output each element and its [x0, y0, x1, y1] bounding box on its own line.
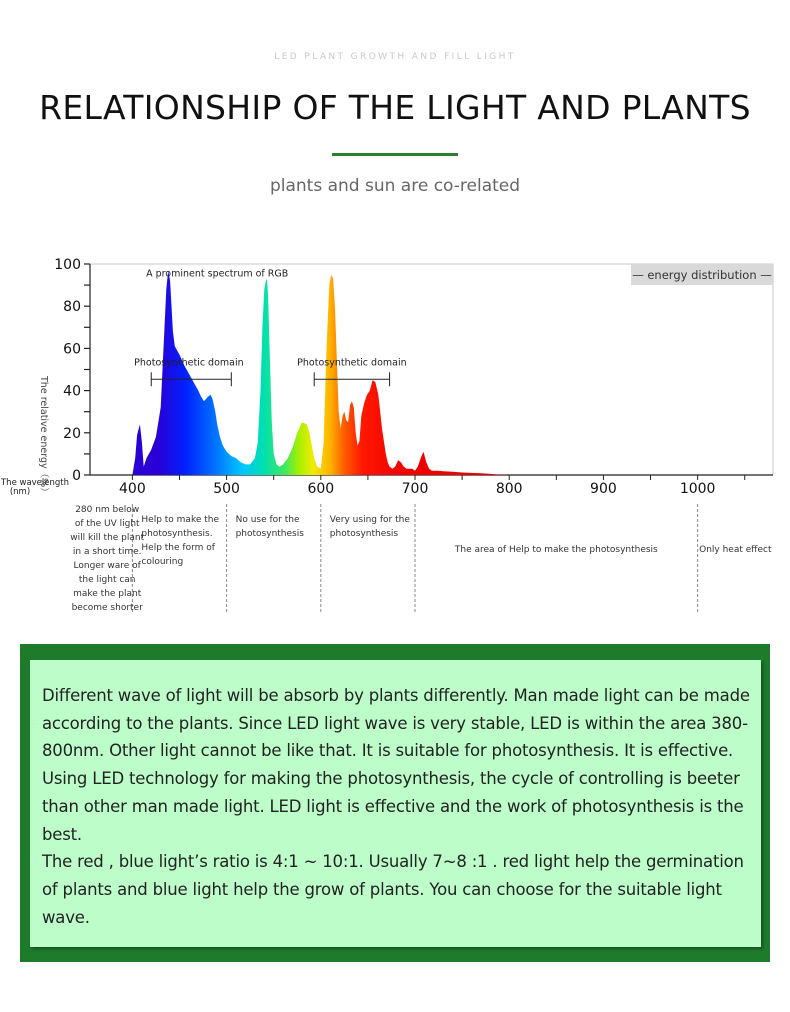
x-axis-label-line-2: (nm) — [9, 487, 31, 497]
region-note-line: Very using for the — [329, 515, 410, 525]
description-panel — [20, 644, 770, 962]
y-tick-label: 100 — [54, 257, 81, 273]
page-title: RELATIONSHIP OF THE LIGHT AND PLANTS — [39, 88, 751, 127]
region-note-line: the light can — [78, 575, 136, 585]
y-tick-label: 20 — [63, 425, 81, 442]
description-paragraph-1: Different wave of light will be absorb by plants differently. Man made light can be made according to the plants. Since LED light wave is very stable, LED is within the area 380-800nm. Other light cannot be like that. It is suitable for photosynthesis. It is effective. Using LED technology for making the photosynthesis, the cycle of controlling is beeter than other man made light. LED light is effective and the work of photosynthesis is the best. — [42, 686, 750, 844]
region-note — [330, 515, 411, 539]
region-note-line: Help to make the — [141, 515, 220, 525]
region-note — [454, 545, 658, 555]
region-note-line: No use for the — [235, 515, 300, 525]
x-axis-label-line-1: The wavelength — [0, 478, 70, 488]
region-note-line: The area of Help to make the photosynthesis — [454, 545, 658, 555]
region-note — [141, 515, 219, 567]
region-note-line: of the UV light — [74, 519, 140, 529]
x-tick-label: 700 — [401, 481, 429, 497]
region-note-line: will kill the plant — [70, 533, 145, 543]
region-note — [699, 545, 772, 555]
x-tick-label: 800 — [495, 481, 523, 497]
x-tick-label: 500 — [213, 481, 240, 497]
region-note-line: Longer ware of — [73, 561, 141, 571]
x-tick-label: 1000 — [679, 481, 716, 497]
photosynthetic-domain-label: Photosynthetic domain — [297, 357, 407, 369]
x-tick-label: 900 — [590, 481, 617, 497]
region-note-line: photosynthesis. — [141, 529, 213, 539]
description-card — [30, 660, 761, 947]
photosynthetic-domain-label: Photosynthetic domain — [134, 357, 244, 369]
region-note-line: Help the form of — [141, 543, 215, 553]
region-note — [70, 505, 144, 613]
spectrum-area — [132, 270, 509, 475]
region-note-line: colouring — [141, 557, 184, 567]
legend-label: — energy distribution — — [632, 268, 772, 282]
region-note — [236, 515, 305, 539]
region-note-line: photosynthesis — [235, 529, 304, 539]
spectrum-chart — [0, 250, 790, 620]
title-underline — [332, 153, 458, 156]
y-tick-label: 40 — [63, 383, 81, 400]
region-note-line: make the plant — [73, 589, 142, 599]
region-note-line: become shorter — [71, 603, 143, 613]
description-text — [42, 682, 758, 931]
x-tick-label: 400 — [119, 481, 146, 497]
eyebrow-caption: LED PLANT GROWTH AND FILL LIGHT — [274, 52, 516, 62]
x-tick-label: 600 — [307, 481, 335, 497]
y-axis-label: The relative energy（%） — [38, 376, 49, 497]
page-subtitle: plants and sun are co-related — [269, 176, 521, 196]
rgb-peak-annotation: A prominent spectrum of RGB — [146, 268, 289, 280]
description-paragraph-2: The red , blue light’s ratio is 4:1 ~ 10:1. Usually 7~8 :1 . red light help the germination of plants and blue light help the grow of plants. You can choose for the suitable light wave. — [42, 852, 744, 927]
region-note-line: in a short time. — [72, 547, 142, 557]
y-tick-label: 0 — [72, 468, 81, 484]
region-note-line: Only heat effect — [699, 545, 772, 555]
y-tick-label: 60 — [63, 341, 81, 358]
region-note-line: photosynthesis — [329, 529, 399, 539]
region-note-line: 280 nm below — [75, 505, 140, 515]
y-tick-label: 80 — [63, 299, 81, 316]
